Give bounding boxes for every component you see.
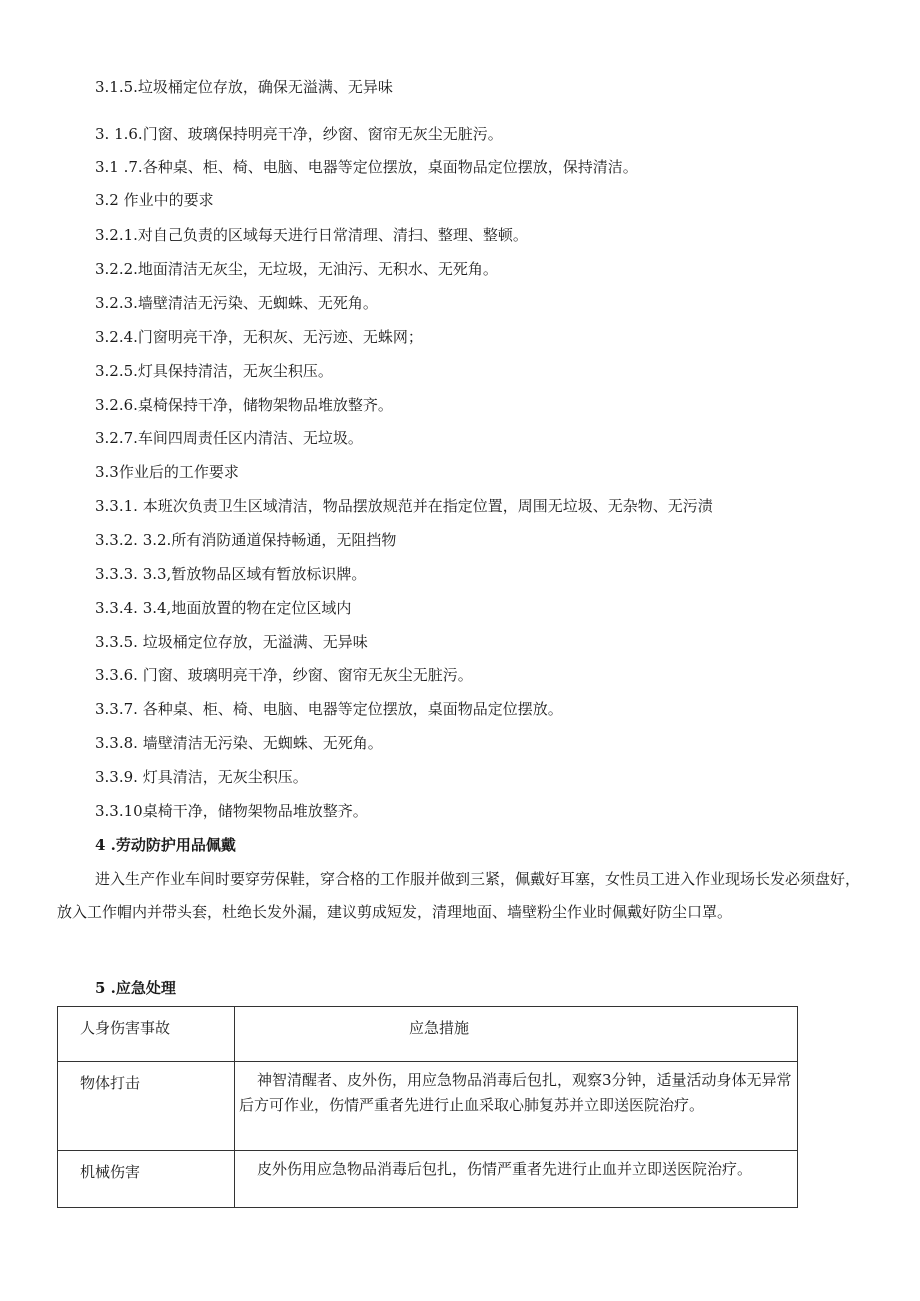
section-5-heading: 5 .应急处理 (95, 979, 176, 997)
measure-cell (235, 1062, 798, 1151)
item-3-2-4: 3.2.4.门窗明亮干净，无积灰、无污迹、无蛛网； (95, 328, 423, 346)
item-3-3-3: 3.3.3. 3.3,暂放物品区域有暂放标识牌。 (95, 565, 367, 583)
injury-type-cell (58, 1062, 235, 1151)
section-4-paragraph: 进入生产作业车间时要穿劳保鞋，穿合格的工作服并做到三紧，佩戴好耳塞，女性员工进入作业现场长发必须盘好，放入工作帽内并带头套，杜绝长发外漏，建议剪成短发，清理地面、墙壁粉尘作业时佩戴好防尘口罩。 (57, 870, 861, 921)
injury-type-label: 物体打击 (80, 1074, 141, 1092)
header-cell-measures (235, 1007, 798, 1062)
heading-3-3: 3.3作业后的工作要求 (95, 463, 239, 481)
section-4-heading: 4 .劳动防护用品佩戴 (95, 836, 236, 854)
header-label-measures: 应急措施 (409, 1019, 470, 1037)
item-3-3-5: 3.3.5. 垃圾桶定位存放，无溢满、无异味 (95, 633, 368, 651)
header-label-injury: 人身伤害事故 (80, 1019, 171, 1037)
item-3-3-8: 3.3.8. 墙壁清洁无污染、无蜘蛛、无死角。 (95, 734, 383, 752)
item-3-2-7: 3.2.7.车间四周责任区内清洁、无垃圾。 (95, 429, 363, 447)
item-3-3-7: 3.3.7. 各种桌、柜、椅、电脑、电器等定位摆放，桌面物品定位摆放。 (95, 700, 563, 718)
measure-text: 皮外伤用应急物品消毒后包扎，伤情严重者先进行止血并立即送医院治疗。 (257, 1160, 753, 1178)
item-3-2-6: 3.2.6.桌椅保持干净，储物架物品堆放整齐。 (95, 396, 393, 414)
item-3-3-10: 3.3.10桌椅干净，储物架物品堆放整齐。 (95, 802, 368, 820)
injury-type-cell (58, 1151, 235, 1208)
header-cell-injury (58, 1007, 235, 1062)
table-row (58, 1151, 798, 1208)
item-3-2-2: 3.2.2.地面清洁无灰尘，无垃圾，无油污、无积水、无死角。 (95, 260, 498, 278)
table-header-row (58, 1007, 798, 1062)
item-3-1-5: 3.1.5.垃圾桶定位存放，确保无溢满、无异味 (95, 78, 393, 96)
item-3-3-6: 3.3.6. 门窗、玻璃明亮干净，纱窗、窗帘无灰尘无脏污。 (95, 666, 473, 684)
item-3-2-1: 3.2.1.对自己负责的区域每天进行日常清理、清扫、整理、整顿。 (95, 226, 528, 244)
item-3-3-4: 3.3.4. 3.4,地面放置的物在定位区域内 (95, 599, 352, 617)
item-3-3-1: 3.3.1. 本班次负责卫生区域清洁，物品摆放规范并在指定位置，周围无垃圾、无杂物、无污渍 (95, 497, 713, 515)
measure-text: 神智清醒者、皮外伤，用应急物品消毒后包扎，观察3分钟，适量活动身体无异常后方可作业，伤情严重者先进行止血采取心肺复苏并立即送医院治疗。 (239, 1071, 792, 1114)
item-3-2-3: 3.2.3.墙壁清洁无污染、无蜘蛛、无死角。 (95, 294, 378, 312)
item-3-3-9: 3.3.9. 灯具清洁，无灰尘积压。 (95, 768, 308, 786)
item-3-1-7: 3.1 .7.各种桌、柜、椅、电脑、电器等定位摆放，桌面物品定位摆放，保持清洁。 (95, 158, 638, 176)
injury-type-label: 机械伤害 (80, 1163, 141, 1181)
measure-cell (235, 1151, 798, 1208)
item-3-1-6: 3. 1.6.门窗、玻璃保持明亮干净，纱窗、窗帘无灰尘无脏污。 (95, 125, 503, 143)
item-3-2-5: 3.2.5.灯具保持清洁，无灰尘积压。 (95, 362, 333, 380)
emergency-table (57, 1006, 798, 1208)
table-row (58, 1062, 798, 1151)
heading-3-2: 3.2 作业中的要求 (95, 191, 214, 209)
item-3-3-2: 3.3.2. 3.2.所有消防通道保持畅通，无阻挡物 (95, 531, 397, 549)
